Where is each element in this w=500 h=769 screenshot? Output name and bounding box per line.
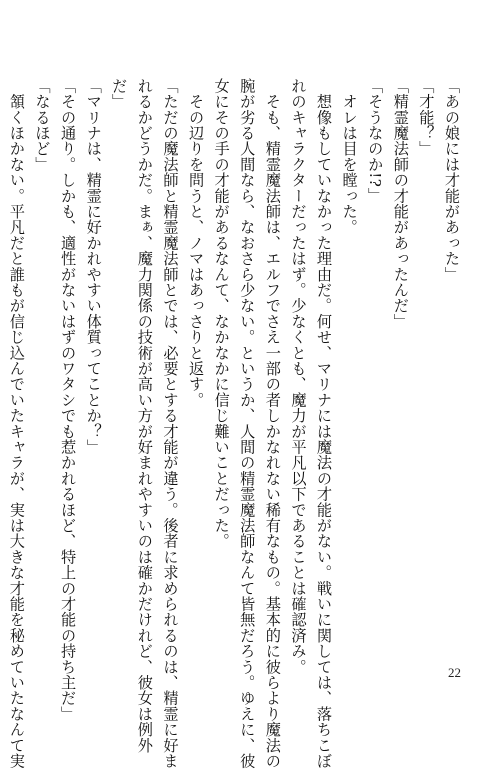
text-line: だ」 <box>110 78 129 110</box>
text-line: 想像もしていなかった理由だ。何せ、マリナには魔法の才能がない。戦いに関しては、落ちこぼ <box>315 78 334 769</box>
text-line: 「マリナは、精霊に好かれやすい体質ってことか？」 <box>84 78 103 455</box>
text-line: 「そうなのか!?」 <box>366 78 385 204</box>
text-line: れるかどうかだ。まぁ、魔力関係の技術が高い方が好まれやすいのは確かだけれど、彼女は例外 <box>135 78 154 754</box>
text-line: れのキャラクターだったはず。少なくとも、魔力が平凡以下であることは確認済み。 <box>289 78 308 675</box>
text-line: 「その通り。しかも、適性がないはずのワタシでも惹かれるほど、特上の才能の持ち主だ」 <box>59 78 78 722</box>
text-line: 頷くほかない。平凡だと誰もが信じ込んでいたキャラが、実は大きな才能を秘めていたなんて実 <box>7 78 26 769</box>
text-line: 女にその手の才能があるなんて、なかなかに信じ難いことだった。 <box>212 78 231 549</box>
page-number: 22 <box>448 665 461 680</box>
text-line: 「精霊魔法師の才能があったんだ」 <box>391 78 410 330</box>
text-line: そも、精霊魔法師は、エルフでさえ一部の者しかなれない稀有なもの。基本的に彼らより魔法の <box>263 78 282 769</box>
text-line: 「才能？」 <box>417 78 436 157</box>
text-line: 「ただの魔法師と精霊魔法師とでは、必要とする才能が違う。後者に求められるのは、精霊に好ま <box>161 78 180 769</box>
text-line: オレは目を瞠った。 <box>340 78 359 235</box>
text-line: 「あの娘には才能があった」 <box>443 78 461 283</box>
text-line: 「なるほど」 <box>33 78 52 173</box>
text-line: その辺りを問うと、ノマはあっさりと返す。 <box>187 78 206 408</box>
text-line: 腕が劣る人間なら、なおさら少ない。というか、人間の精霊魔法師なんて皆無だろう。ゆえに、彼 <box>238 78 257 769</box>
